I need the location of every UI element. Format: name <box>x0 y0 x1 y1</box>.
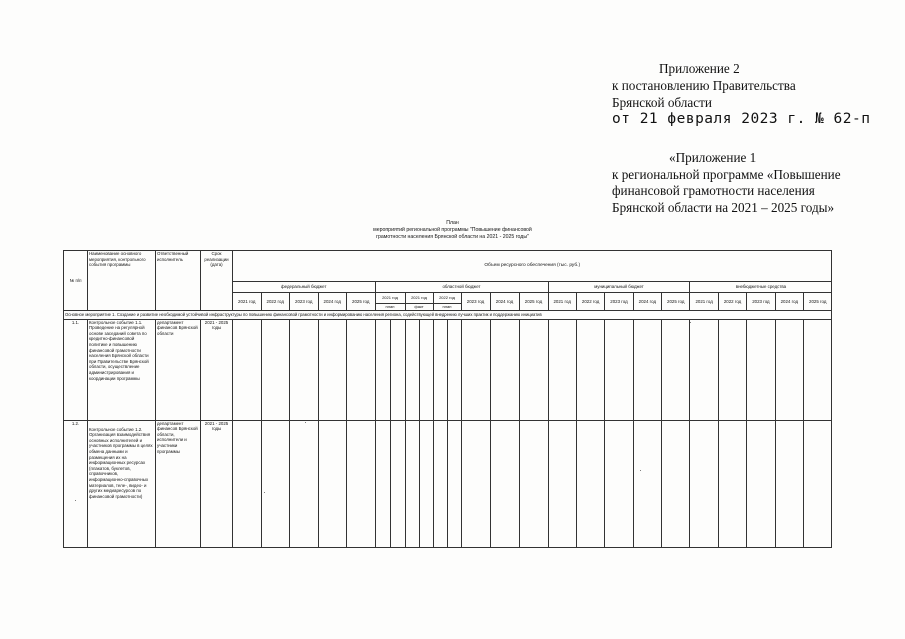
row-resp: департамент финансов Брянской области <box>156 319 201 420</box>
year-header: 2023 год <box>290 293 319 311</box>
appendix-2-header <box>612 60 870 128</box>
year-header: 2023 год <box>605 293 633 311</box>
section-row: Основное мероприятие 1. Создание и развитие необходимой устойчивой инфраструктуры по повышению финансовой грамотности и информированию населения региона, содействующей внедрению лучших практик и поддержанию инициатив <box>64 310 832 319</box>
appendix-2-line1: к постановлению Правительства <box>612 78 796 93</box>
plan-line1: мероприятий региональной программы "Повышение финансовой <box>373 227 532 233</box>
appendix-1-line1: к региональной программе «Повышение <box>612 166 841 182</box>
header-term: Срок реализации (дата) <box>201 251 233 311</box>
year-header: 2022 год <box>261 293 290 311</box>
header-num: № п/п <box>64 251 88 311</box>
year-header: 2022 год <box>433 293 461 304</box>
appendix-2-title: Приложение 2 <box>659 61 740 76</box>
year-header: 2021 год <box>405 293 433 304</box>
group-extrabudget: внебюджетные средства <box>690 282 832 293</box>
year-header: 2021 год <box>690 293 718 311</box>
year-header: 2022 год <box>718 293 746 311</box>
row-num: 1.1. <box>64 319 88 420</box>
header-resp: Ответственный исполнитель <box>156 251 201 311</box>
row-term: 2021 - 2025 годы <box>201 319 233 420</box>
group-municipal: муниципальный бюджет <box>548 282 690 293</box>
plan-label: план <box>375 304 405 311</box>
year-header: 2025 год <box>804 293 832 311</box>
header-volume: Объем ресурсного обеспечения (тыс. руб.) <box>233 251 832 282</box>
appendix-1-header <box>612 150 841 216</box>
appendix-2-line2: Брянской области <box>612 95 712 110</box>
year-header: 2024 год <box>633 293 661 311</box>
plan-title-block <box>300 220 605 241</box>
header-name: Наименование основного мероприятия, контрольного события программы <box>88 251 156 311</box>
group-regional: областной бюджет <box>375 282 548 293</box>
appendix-1-line2: финансовой грамотности населения <box>612 183 815 198</box>
table-row <box>64 420 832 547</box>
row-name: Контрольное событие 1.1. Проведение на регулярной основе заседаний совета по кредитно-финансовой политике и повышению финансовой грамотности населения Брянской области при Правительстве Брянской области, осуществление администрирования и координации программы <box>88 319 156 420</box>
row-name: Контрольное событие 1.2. Организация взаимодействия основных исполнителей и участников программы в целях обмена данными и размещения их на информационных ресурсах (плакатов, буклетов, справочников, информационно-справочных материалов, теле-, видео- и других медиаресурсов по финансовой грамотности) <box>88 420 156 547</box>
year-header: 2025 год <box>347 293 376 311</box>
fact-label: факт <box>405 304 433 311</box>
year-header: 2022 год <box>576 293 604 311</box>
plan-title: План <box>446 220 459 226</box>
plan-label: план <box>433 304 461 311</box>
year-header: 2021 год <box>233 293 262 311</box>
row-resp: департамент финансов Брянской области, исполнители и участники программы <box>156 420 201 547</box>
appendix-2-date: от 21 февраля 2023 г. № 62-п <box>612 111 871 127</box>
plan-line2: грамотности населения Брянской области на 2021 - 2025 годы" <box>376 234 529 240</box>
year-header: 2024 год <box>318 293 347 311</box>
year-header: 2021 год <box>375 293 405 304</box>
year-header: 2021 год <box>548 293 576 311</box>
year-header: 2025 год <box>519 293 548 311</box>
year-header: 2023 год <box>461 293 490 311</box>
year-header: 2023 год <box>747 293 775 311</box>
row-num: 1.2. <box>64 420 88 547</box>
appendix-1-line3: Брянской области на 2021 – 2025 годы» <box>612 199 835 215</box>
table-row <box>64 319 832 420</box>
year-header: 2025 год <box>662 293 690 311</box>
row-term: 2021 - 2025 годы <box>201 420 233 547</box>
appendix-1-title: «Приложение 1 <box>669 150 757 165</box>
group-federal: федеральный бюджет <box>233 282 376 293</box>
year-header: 2024 год <box>775 293 803 311</box>
year-header: 2024 год <box>490 293 519 311</box>
budget-table <box>63 250 832 548</box>
